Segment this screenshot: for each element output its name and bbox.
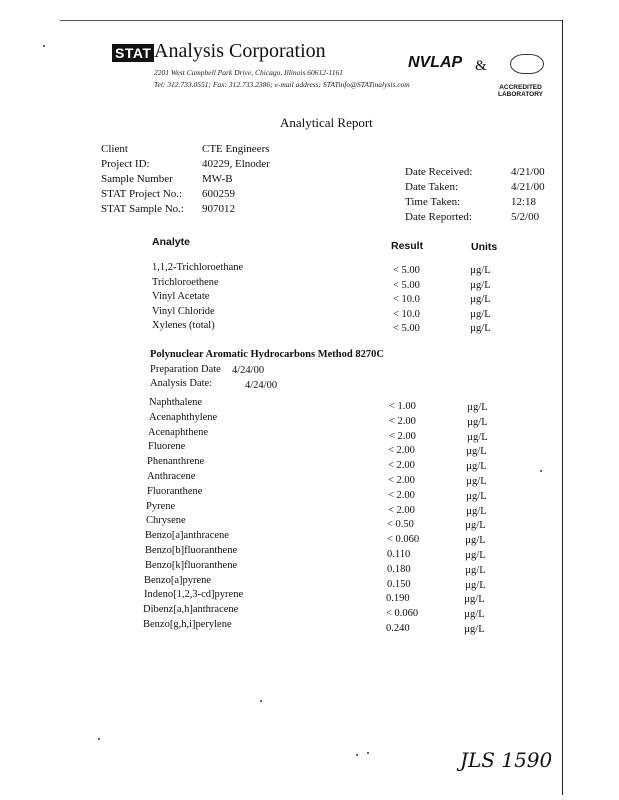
client-info-label: Project ID:: [101, 158, 150, 170]
pah-section-title: Polynuclear Aromatic Hydrocarbons Method 8270C: [150, 349, 384, 360]
pah-analyte: Phenanthrene: [147, 456, 205, 468]
pah-units: µg/L: [464, 594, 485, 606]
pah-result: < 0.060: [386, 608, 419, 620]
voc-result: < 5.00: [393, 265, 420, 276]
pah-result: 0.180: [387, 563, 411, 575]
date-label: Date Reported:: [405, 211, 472, 223]
scan-speck: [356, 754, 358, 756]
pah-result: 0.190: [386, 593, 410, 605]
client-info-label: STAT Project No.:: [101, 188, 183, 200]
client-info-value: MW-B: [202, 173, 233, 185]
voc-units: µg/L: [470, 308, 491, 320]
pah-result: < 1.00: [389, 401, 416, 412]
page-top-edge: [60, 20, 563, 21]
pah-analyte: Acenaphthene: [148, 426, 209, 438]
pah-analyte: Anthracene: [147, 471, 196, 482]
analyte-header: Analyte: [152, 236, 190, 248]
pah-units: µg/L: [466, 476, 487, 487]
voc-units: µg/L: [470, 279, 491, 291]
analysis-date-value: 4/24/00: [245, 380, 278, 391]
pah-units: µg/L: [465, 579, 486, 591]
pah-analyte: Benzo[a]anthracene: [145, 530, 229, 542]
company-contact: Tel: 312.733.0551; Fax: 312.733.2386; e-mail address: STATinfo@STATinalysis.com: [154, 80, 410, 89]
voc-result: < 10.0: [393, 294, 420, 306]
pah-result: < 2.00: [389, 430, 416, 442]
voc-result: < 5.00: [393, 323, 420, 335]
client-info-label: STAT Sample No.:: [101, 203, 184, 215]
date-label: Time Taken:: [405, 196, 461, 208]
pah-result: < 2.00: [389, 415, 416, 427]
scan-speck: [540, 470, 542, 472]
voc-analyte: Xylenes (total): [152, 320, 215, 332]
pah-result: 0.110: [387, 549, 411, 560]
pah-analyte: Acenaphthylene: [149, 411, 218, 423]
voc-result: < 10.0: [393, 308, 420, 320]
pah-analyte: Indeno[1,2,3-cd]pyrene: [144, 589, 244, 601]
date-label: Date Received:: [405, 166, 473, 178]
client-info-value: 40229, Elnoder: [202, 158, 270, 170]
units-header: Units: [471, 241, 498, 253]
pah-analyte: Fluorene: [148, 441, 186, 453]
client-info-label: Sample Number: [101, 173, 173, 185]
nvlap-logo: NVLAP: [408, 54, 463, 71]
pah-units: µg/L: [464, 609, 485, 621]
pah-analyte: Benzo[k]fluoranthene: [145, 559, 238, 571]
pah-units: µg/L: [467, 416, 488, 428]
pah-analyte: Benzo[a]pyrene: [144, 574, 212, 586]
pah-result: 0.150: [387, 578, 411, 590]
pah-result: < 2.00: [388, 489, 415, 501]
pah-units: µg/L: [465, 520, 486, 532]
aiha-seal-icon: [510, 54, 544, 74]
voc-analyte: Vinyl Acetate: [152, 291, 210, 303]
voc-analyte: 1,1,2-Trichloroethane: [152, 262, 244, 273]
date-value: 4/21/00: [511, 181, 545, 193]
pah-units: µg/L: [466, 490, 487, 502]
scan-speck: [260, 700, 262, 702]
pah-units: µg/L: [466, 461, 487, 473]
client-info-value: CTE Engineers: [202, 143, 270, 155]
pah-units: µg/L: [465, 564, 486, 576]
pah-units: µg/L: [464, 624, 485, 635]
pah-result: < 0.060: [387, 534, 420, 546]
date-value: 12:18: [511, 196, 537, 208]
pah-analyte: Pyrene: [146, 500, 176, 512]
analysis-date-label: Analysis Date:: [150, 378, 213, 389]
voc-units: µg/L: [470, 265, 491, 276]
result-header: Result: [391, 240, 424, 252]
stat-logo: STAT: [112, 44, 154, 62]
scan-speck: [43, 45, 45, 47]
prep-date-value: 4/24/00: [232, 365, 265, 376]
voc-units: µg/L: [470, 294, 491, 306]
voc-units: µg/L: [470, 323, 491, 335]
pah-analyte: Benzo[b]fluoranthene: [145, 545, 238, 556]
pah-units: µg/L: [467, 431, 488, 443]
pah-units: µg/L: [466, 446, 487, 458]
pah-units: µg/L: [465, 535, 486, 547]
pah-analyte: Chrysene: [146, 515, 186, 527]
company-name: Analysis Corporation: [154, 40, 326, 62]
pah-result: 0.240: [386, 623, 410, 634]
report-title: Analytical Report: [280, 115, 373, 130]
date-label: Date Taken:: [405, 181, 459, 193]
pah-analyte: Benzo[g,h,i]perylene: [143, 619, 232, 630]
pah-result: < 2.00: [388, 445, 415, 457]
client-info-value: 907012: [202, 203, 235, 215]
aiha-line2: LABORATORY: [498, 91, 544, 98]
pah-analyte: Naphthalene: [149, 397, 203, 408]
handwritten-initials: JLS 1590: [460, 748, 553, 772]
pah-analyte: Fluoranthene: [147, 485, 203, 497]
aiha-line1: ACCREDITED: [499, 84, 542, 91]
scan-speck: [98, 738, 100, 740]
pah-analyte: Dibenz[a,h]anthracene: [143, 604, 239, 616]
company-address: 2201 West Campbell Park Drive, Chicago, Illinois 60612-1161: [154, 68, 343, 77]
pah-result: < 0.50: [387, 519, 414, 531]
page-right-edge: [562, 20, 563, 795]
client-info-label: Client: [101, 143, 128, 155]
ampersand: &: [475, 58, 487, 74]
pah-units: µg/L: [465, 550, 486, 561]
client-info-value: 600259: [202, 188, 235, 200]
pah-result: < 2.00: [388, 460, 415, 472]
date-value: 5/2/00: [511, 211, 540, 223]
pah-result: < 2.00: [388, 475, 415, 486]
voc-result: < 5.00: [393, 279, 420, 291]
aiha-accreditation: [498, 84, 543, 98]
prep-date-label: Preparation Date: [150, 364, 221, 375]
pah-units: µg/L: [467, 402, 488, 413]
scan-speck: [367, 752, 369, 754]
pah-units: µg/L: [466, 505, 487, 517]
date-value: 4/21/00: [511, 166, 545, 178]
voc-analyte: Trichloroethene: [152, 276, 219, 288]
voc-analyte: Vinyl Chloride: [152, 305, 215, 317]
pah-result: < 2.00: [388, 504, 415, 516]
